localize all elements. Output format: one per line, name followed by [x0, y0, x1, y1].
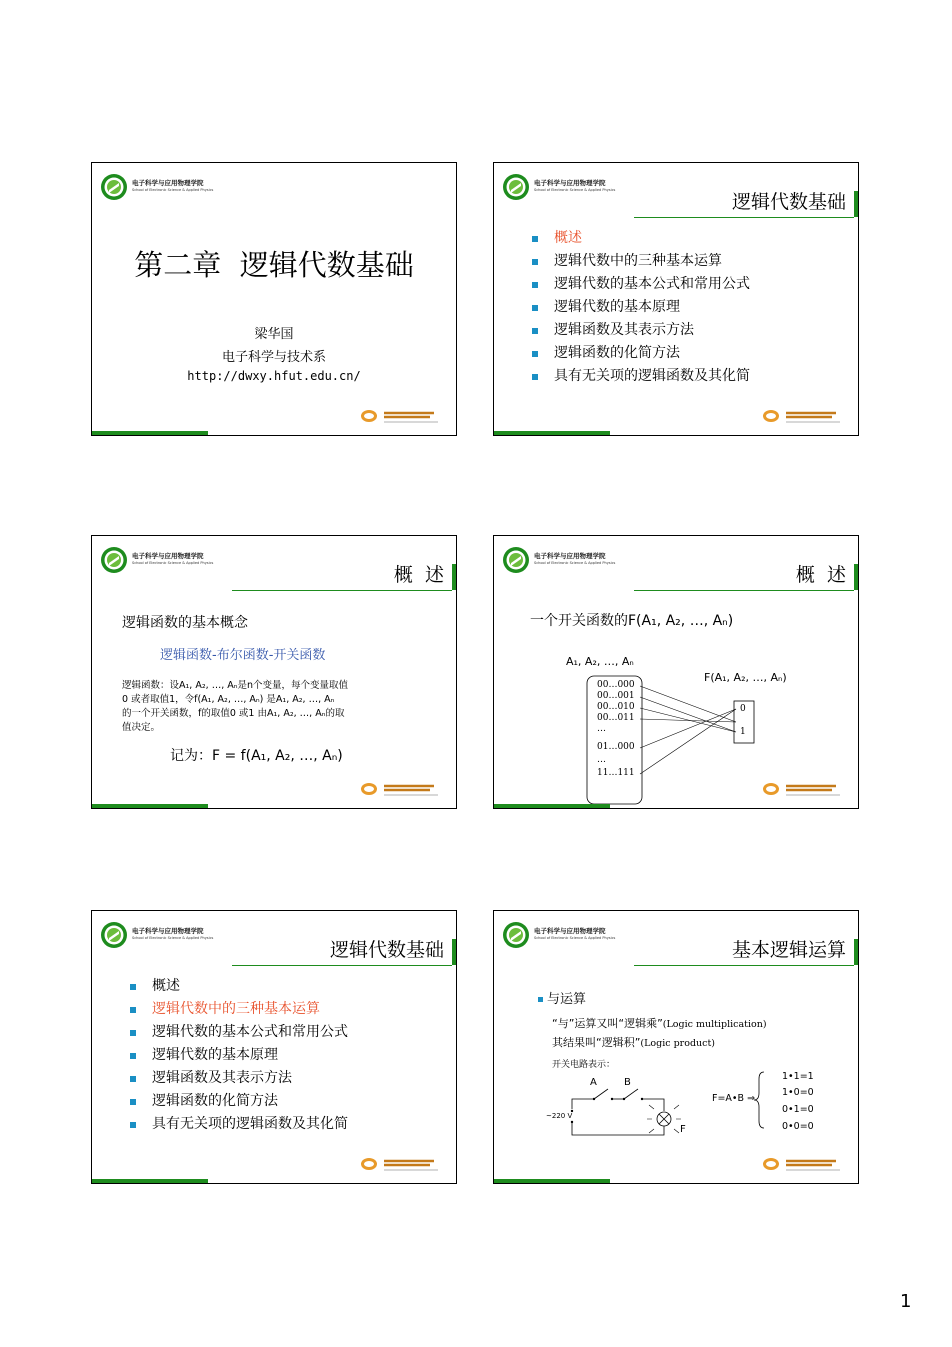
- inputs-label: A₁, A₂, …, Aₙ: [566, 655, 634, 668]
- mapping-arrow: [640, 697, 736, 732]
- truth-row: 0•1=0: [782, 1104, 814, 1115]
- slide-2-outline: [493, 162, 859, 436]
- school-name-cn: 电子科学与应用物理学院: [534, 552, 606, 560]
- university-logo-icon: [762, 407, 848, 425]
- definition-line: 0 或者取值1，令f(A₁, A₂, …, Aₙ) 是A₁, A₂, …, Aₙ: [122, 694, 335, 705]
- section-heading: 一个开关函数的F(A₁, A₂, …, Aₙ): [530, 613, 734, 629]
- switch-a-label: A: [590, 1077, 597, 1088]
- input-code: …: [597, 755, 606, 765]
- university-logo-icon: [360, 407, 446, 425]
- input-code: …: [597, 724, 606, 734]
- outline-item: 逻辑代数的基本公式和常用公式: [130, 1021, 348, 1044]
- outline-item: 逻辑函数的化简方法: [130, 1090, 348, 1113]
- school-logo-icon: [100, 173, 128, 201]
- outline-item: 逻辑代数的基本原理: [532, 296, 750, 319]
- slide-title: 逻辑代数基础: [731, 191, 846, 213]
- green-footer-bar: [92, 1179, 208, 1183]
- title-underline: [634, 217, 854, 218]
- page-number: 1: [900, 1291, 912, 1312]
- and-expression: F=A•B ⇒: [712, 1093, 756, 1104]
- university-logo-icon: [360, 780, 446, 798]
- green-footer-bar: [494, 431, 610, 435]
- section-heading: 逻辑函数的基本概念: [122, 615, 248, 631]
- title-accent: [452, 564, 456, 590]
- definition-line: 的一个开关函数，f的取值0 或1 由A₁, A₂, …, Aₙ的取: [122, 708, 345, 719]
- slide-5-outline: [91, 910, 457, 1184]
- university-logo-icon: [360, 1155, 446, 1173]
- input-code: 01…000: [597, 742, 635, 752]
- truth-row: 0•0=0: [782, 1121, 814, 1132]
- formula: 记为：F = f(A₁, A₂, …, Aₙ): [170, 748, 343, 764]
- input-code: 00…011: [597, 713, 635, 723]
- input-code: 00…000: [597, 680, 635, 690]
- mapping-arrow: [640, 686, 736, 722]
- school-name-en: School of Electronic Science & Applied Physics: [534, 936, 616, 940]
- output-label: F(A₁, A₂, …, Aₙ): [704, 671, 787, 684]
- outline-item: 逻辑函数及其表示方法: [130, 1067, 348, 1090]
- title-underline: [232, 590, 452, 591]
- outline-item: 逻辑函数的化简方法: [532, 342, 750, 365]
- university-logo-icon: [762, 780, 848, 798]
- outline-item: 具有无关项的逻辑函数及其化简: [532, 365, 750, 388]
- outline-item: 逻辑代数中的三种基本运算: [130, 998, 348, 1021]
- switch-circuit-diagram: [494, 911, 859, 1184]
- mapping-diagram: [494, 536, 859, 809]
- slide-3-overview: [91, 535, 457, 809]
- school-name-cn: 电子科学与应用物理学院: [534, 179, 606, 187]
- mapping-arrow: [640, 719, 736, 722]
- outline-item: 具有无关项的逻辑函数及其化简: [130, 1113, 348, 1136]
- school-logo-icon: [100, 921, 128, 949]
- truth-row: 1•0=0: [782, 1087, 814, 1098]
- input-code: 11…111: [597, 768, 635, 778]
- author-name: 梁华国: [254, 327, 294, 342]
- school-name-cn: 电子科学与应用物理学院: [132, 927, 204, 935]
- source-label: ~220 V: [546, 1112, 573, 1120]
- website-url: http://dwxy.hfut.edu.cn/: [187, 369, 361, 383]
- slide-4-switch-function: [493, 535, 859, 809]
- school-name-cn: 电子科学与应用物理学院: [132, 552, 204, 560]
- input-code: 00…010: [597, 702, 635, 712]
- school-logo-icon: [100, 546, 128, 574]
- slide-6-and-operation: [493, 910, 859, 1184]
- output-value: 1: [740, 727, 746, 737]
- slide-1-title: [91, 162, 457, 436]
- school-name-en: School of Electronic Science & Applied Physics: [132, 561, 214, 565]
- input-code: 00…001: [597, 691, 635, 701]
- school-logo-icon: [502, 173, 530, 201]
- title-underline: [232, 965, 452, 966]
- department: 电子科学与技术系: [221, 350, 326, 365]
- green-footer-bar: [92, 804, 208, 808]
- bullet-and: 与运算: [538, 988, 586, 1007]
- outline-item: 概述: [532, 227, 750, 250]
- green-footer-bar: [494, 804, 610, 808]
- school-name-en: School of Electronic Science & Applied Physics: [534, 188, 616, 192]
- green-footer-bar: [92, 431, 208, 435]
- green-footer-bar: [494, 1179, 610, 1183]
- definition-line: 逻辑函数：设A₁, A₂, …, Aₙ是n个变量，每个变量取值: [122, 680, 349, 691]
- slide-title: 概 述: [795, 564, 846, 586]
- school-name-en: School of Electronic Science & Applied Physics: [534, 561, 616, 565]
- switch-b-label: B: [624, 1077, 631, 1088]
- school-name-cn: 电子科学与应用物理学院: [534, 927, 606, 935]
- slide-title: 基本逻辑运算: [731, 939, 846, 961]
- definition-line: “与”运算又叫“逻辑乘”(Logic multiplication): [552, 1017, 767, 1030]
- title-accent: [854, 191, 858, 217]
- university-logo-icon: [762, 1155, 848, 1173]
- outline-list: [532, 227, 750, 388]
- school-name-cn: 电子科学与应用物理学院: [132, 179, 204, 187]
- subheading: 逻辑函数-布尔函数-开关函数: [160, 648, 326, 663]
- outline-list: [130, 975, 348, 1136]
- title-accent: [452, 939, 456, 965]
- definition-line: 其结果叫“逻辑积”(Logic product): [552, 1036, 715, 1049]
- slide-title: 逻辑代数基础: [329, 939, 444, 961]
- circuit-label: 开关电路表示：: [552, 1060, 616, 1070]
- mapping-arrow: [640, 709, 736, 774]
- outline-item: 逻辑代数的基本公式和常用公式: [532, 273, 750, 296]
- outline-item: 逻辑函数及其表示方法: [532, 319, 750, 342]
- output-value: 0: [740, 704, 746, 714]
- chapter-title: 第二章 逻辑代数基础: [134, 248, 414, 282]
- school-name-en: School of Electronic Science & Applied Physics: [132, 936, 214, 940]
- slide-title: 概 述: [393, 564, 444, 586]
- outline-item: 概述: [130, 975, 348, 998]
- school-name-en: School of Electronic Science & Applied Physics: [132, 188, 214, 192]
- lamp-label: F: [680, 1124, 686, 1135]
- truth-row: 1•1=1: [782, 1071, 814, 1082]
- outline-item: 逻辑代数的基本原理: [130, 1044, 348, 1067]
- definition-line: 值决定。: [122, 722, 161, 733]
- outline-item: 逻辑代数中的三种基本运算: [532, 250, 750, 273]
